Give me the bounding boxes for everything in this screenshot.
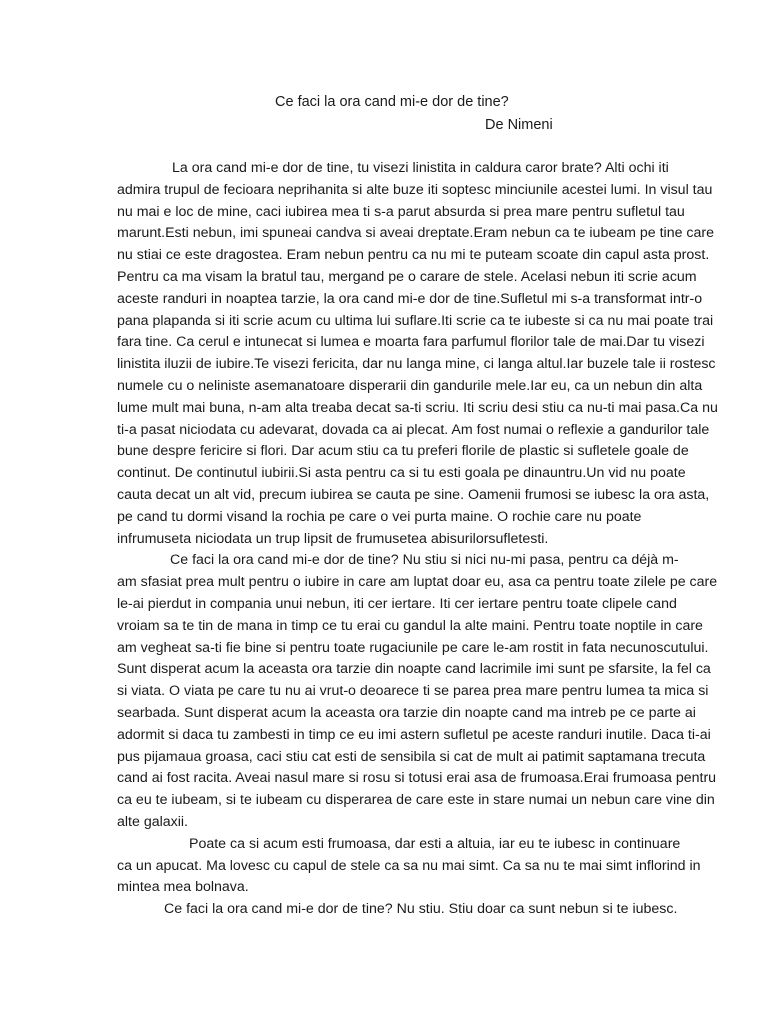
paragraph	[117, 550, 718, 833]
text-line: ca eu te iubeam, si te iubeam cu disperarea de care este in stare numai un nebun care vine din	[117, 792, 715, 809]
text-line: nu stiai ce este dragostea. Eram nebun pentru ca nu mi te puteam scoate din capul asta prost.	[117, 247, 710, 264]
text-line: continut. De continutul iubirii.Si asta pentru ca si tu esti goala pe dinauntru.Un vid nu poate	[117, 465, 686, 482]
text-line: cand ai fost racita. Aveai nasul mare si rosu si totusi erai asa de frumoasa.Erai frumoasa pentru	[117, 770, 717, 787]
text-line: vroiam sa te tin de mana in timp ce tu erai cu gandul la alte maini. Pentru toate noptile in care	[117, 617, 703, 634]
text-line: le-ai pierdut in compania unui nebun, iti cer iertare. Iti cer iertare pentru toate clipele cand	[117, 595, 677, 612]
text-line: adormit si daca tu zambesti in timp ce eu imi astern sufletul pe aceste randuri inutile. Daca ti-ai	[117, 726, 711, 743]
text-line: fara tine. Ca cerul e intunecat si lumea e moarta fara parfumul florilor tale de mai.Dar tu visezi	[117, 334, 705, 351]
text-line: am sfasiat prea mult pentru o iubire in care am luptat doar eu, asa ca pentru toate zilele pe care	[117, 574, 718, 591]
paragraph	[117, 834, 701, 899]
text-line: La ora cand mi-e dor de tine, tu visezi linistita in caldura caror brate? Alti ochi iti	[172, 160, 669, 176]
text-line: ti-a pasat niciodata cu adevarat, dovada ca ai plecat. Am fost numai o reflexie a gandurilor tale	[117, 421, 710, 438]
text-line: linistita iluzii de iubire.Te visezi fericita, dar nu langa mine, ci langa altul.Iar buzele tale ii rostesc	[117, 356, 716, 373]
text-line: ca un apucat. Ma lovesc cu capul de stele ca sa nu mai simt. Ca sa nu te mai simt inflorind in	[117, 857, 701, 874]
text-line: bune despre fericire si flori. Dar acum stiu ca tu preferi florile de plastic si sufletele goale de	[117, 443, 689, 460]
text-line: Ce faci la ora cand mi-e dor de tine? Nu stiu. Stiu doar ca sunt nebun si te iubesc.	[164, 901, 678, 918]
paragraph	[117, 158, 718, 550]
text-line: Ce faci la ora cand mi-e dor de tine? Nu stiu si nici nu-mi pasa, pentru ca déjà m-	[170, 552, 679, 569]
text-line: pana plapanda si iti scrie acum cu ultima lui suflare.Iti scrie ca te iubeste si ca nu mai poate trai	[117, 312, 714, 329]
text-line: admira trupul de fecioara neprihanita si alte buze iti soptesc minciunile acestei lumi. In visul tau	[117, 181, 713, 198]
text-line: lume mult mai buna, n-am alta treaba decat sa-ti scriu. Iti scriu desi stiu ca nu-ti mai pasa.Ca nu	[117, 399, 718, 416]
paragraph	[117, 899, 677, 921]
author-byline: De Nimeni	[485, 117, 553, 133]
text-line: infrumuseta niciodata un trup lipsit de frumusetea abisurilorsufletesti.	[117, 530, 549, 547]
text-line: aceste randuri in noaptea tarzie, la ora cand mi-e dor de tine.Sufletul mi s-a transformat intr-o	[117, 290, 703, 307]
poem-title: Ce faci la ora cand mi-e dor de tine?	[275, 94, 509, 110]
body-text	[117, 158, 718, 921]
text-line: si viata. O viata pe care tu nu ai vrut-o deoarece ti se parea prea mare pentru lumea ta mica si	[117, 683, 709, 700]
text-line: am vegheat sa-ti fie bine si pentru toate rugaciunile pe care le-am rostit in fata necunoscutului.	[117, 639, 709, 656]
text-line: mintea mea bolnava.	[117, 879, 249, 896]
text-line: pus pijamaua groasa, caci stiu cat esti de sensibila si cat de mult ai patimit saptamana trecuta	[117, 748, 706, 765]
text-line: Sunt disperat acum la aceasta ora tarzie din noapte cand lacrimile imi sunt pe sfarsite, la fel ca	[117, 661, 711, 678]
text-line: alte galaxii.	[117, 813, 188, 830]
text-line: nu mai e loc de mine, caci iubirea mea ti s-a parut absurda si prea mare pentru sufletul tau	[117, 203, 685, 220]
text-line: Pentru ca ma visam la bratul tau, mergand pe o carare de stele. Acelasi nebun iti scrie acum	[117, 268, 697, 285]
text-line: pe cand tu dormi visand la rochia pe care o vei purta maine. O rochie care nu poate	[117, 508, 642, 525]
text-line: cauta decat un alt vid, precum iubirea se cauta pe sine. Oamenii frumosi se iubesc la ora asta,	[117, 486, 710, 503]
text-line: Poate ca si acum esti frumoasa, dar esti a altuia, iar eu te iubesc in continuare	[189, 835, 681, 852]
text-line: marunt.Esti nebun, imi spuneai candva si aveai dreptate.Eram nebun ca te iubeam pe tine care	[117, 225, 715, 242]
text-line: searbada. Sunt disperat acum la aceasta ora tarzie din noapte cand ma intreb pe ce parte ai	[117, 704, 696, 721]
text-line: numele cu o neliniste asemanatoare disperarii din gandurile mele.Iar eu, ca un nebun din alta	[117, 377, 703, 394]
